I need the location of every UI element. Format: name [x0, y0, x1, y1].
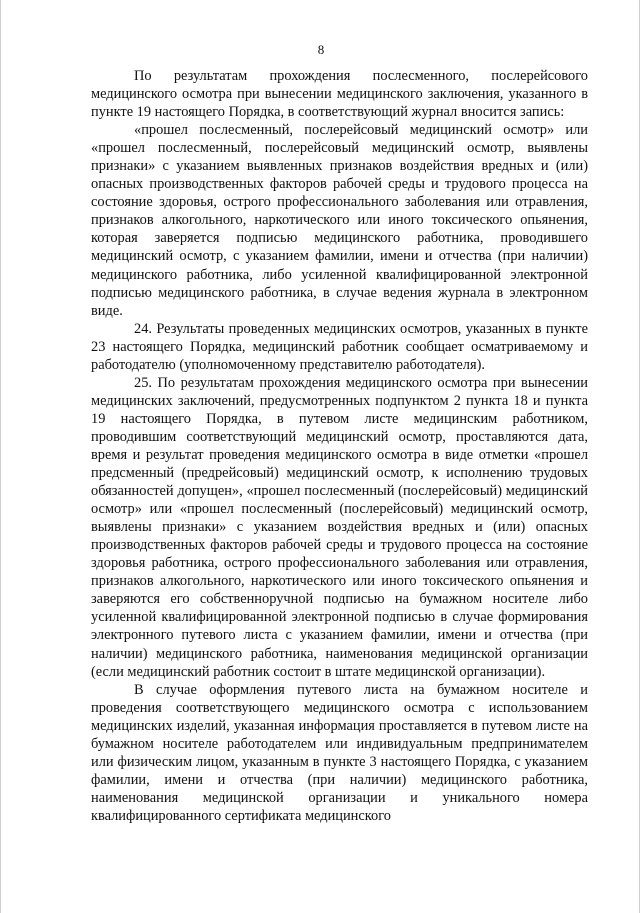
paragraph-24: 24. Результаты проведенных медицинских осмотров, указанных в пункте 23 настоящего Порядка, медицинский работник сообщает осматриваемому и работодателю (уполномоченному представителю работодателя). [91, 320, 588, 373]
paragraph-journal-entry: «прошел послесменный, послерейсовый медицинский осмотр» или «прошел послесменный, послерейсовый медицинский осмотр, выявлены признаки» с указанием выявленных признаков воздействия вредных и (или) опасных производственных факторов рабочей среды и трудового процесса на состояние здоровья, острого профессионального заболевания или отравления, признаков алкогольного, наркотического или иного токсического опьянения, которая заверяется подписью медицинского работника, проводившего медицинский осмотр, с указанием фамилии, имени и отчества (при наличии) медицинского работника, либо усиленной квалифицированной электронной подписью медицинского работника, в случае ведения журнала в электронном виде. [91, 122, 588, 319]
document-body [91, 67, 588, 825]
paragraph-25: 25. По результатам прохождения медицинского осмотра при вынесении медицинских заключений, предусмотренных подпунктом 2 пункта 18 и пункта 19 настоящего Порядка, в путевом листе медицинским работником, проводившим соответствующий медицинский осмотр, проставляются дата, время и результат проведения медицинского осмотра в виде отметки «прошел предсменный (предрейсовый) медицинский осмотр, к исполнению трудовых обязанностей допущен», «прошел послесменный (послерейсовый) медицинский осмотр» или «прошел послесменный (послерейсовый) медицинский осмотр, выявлены признаки» с указанием воздействия вредных и (или) опасных производственных факторов рабочей среды и трудового процесса на состояние здоровья работника, острого профессионального заболевания или отравления, признаков алкогольного, наркотического или иного токсического опьянения и заверяются его собственноручной подписью на бумажном носителе либо усиленной квалифицированной электронной подписью в случае формирования электронного путевого листа с указанием фамилии, имени и отчества (при наличии) медицинского работника, наименования медицинской организации (если медицинский работник состоит в штате медицинской организации). [91, 374, 588, 680]
page-number: 8 [317, 42, 325, 57]
paragraph-paper-waybill: В случае оформления путевого листа на бумажном носителе и проведения соответствующего медицинского осмотра с использованием медицинских изделий, указанная информация проставляется в путевом листе на бумажном носителе работодателем или индивидуальным предпринимателем или физическим лицом, указанным в пункте 3 настоящего Порядка, с указанием фамилии, имени и отчества (при наличии) медицинского работника, наименования медицинской организации и уникального номера квалифицированного сертификата медицинского [91, 681, 588, 824]
paragraph-intro: По результатам прохождения послесменного, послерейсового медицинского осмотра при вынесении медицинского заключения, указанного в пункте 19 настоящего Порядка, в соответствующий журнал вносится запись: [91, 68, 588, 121]
